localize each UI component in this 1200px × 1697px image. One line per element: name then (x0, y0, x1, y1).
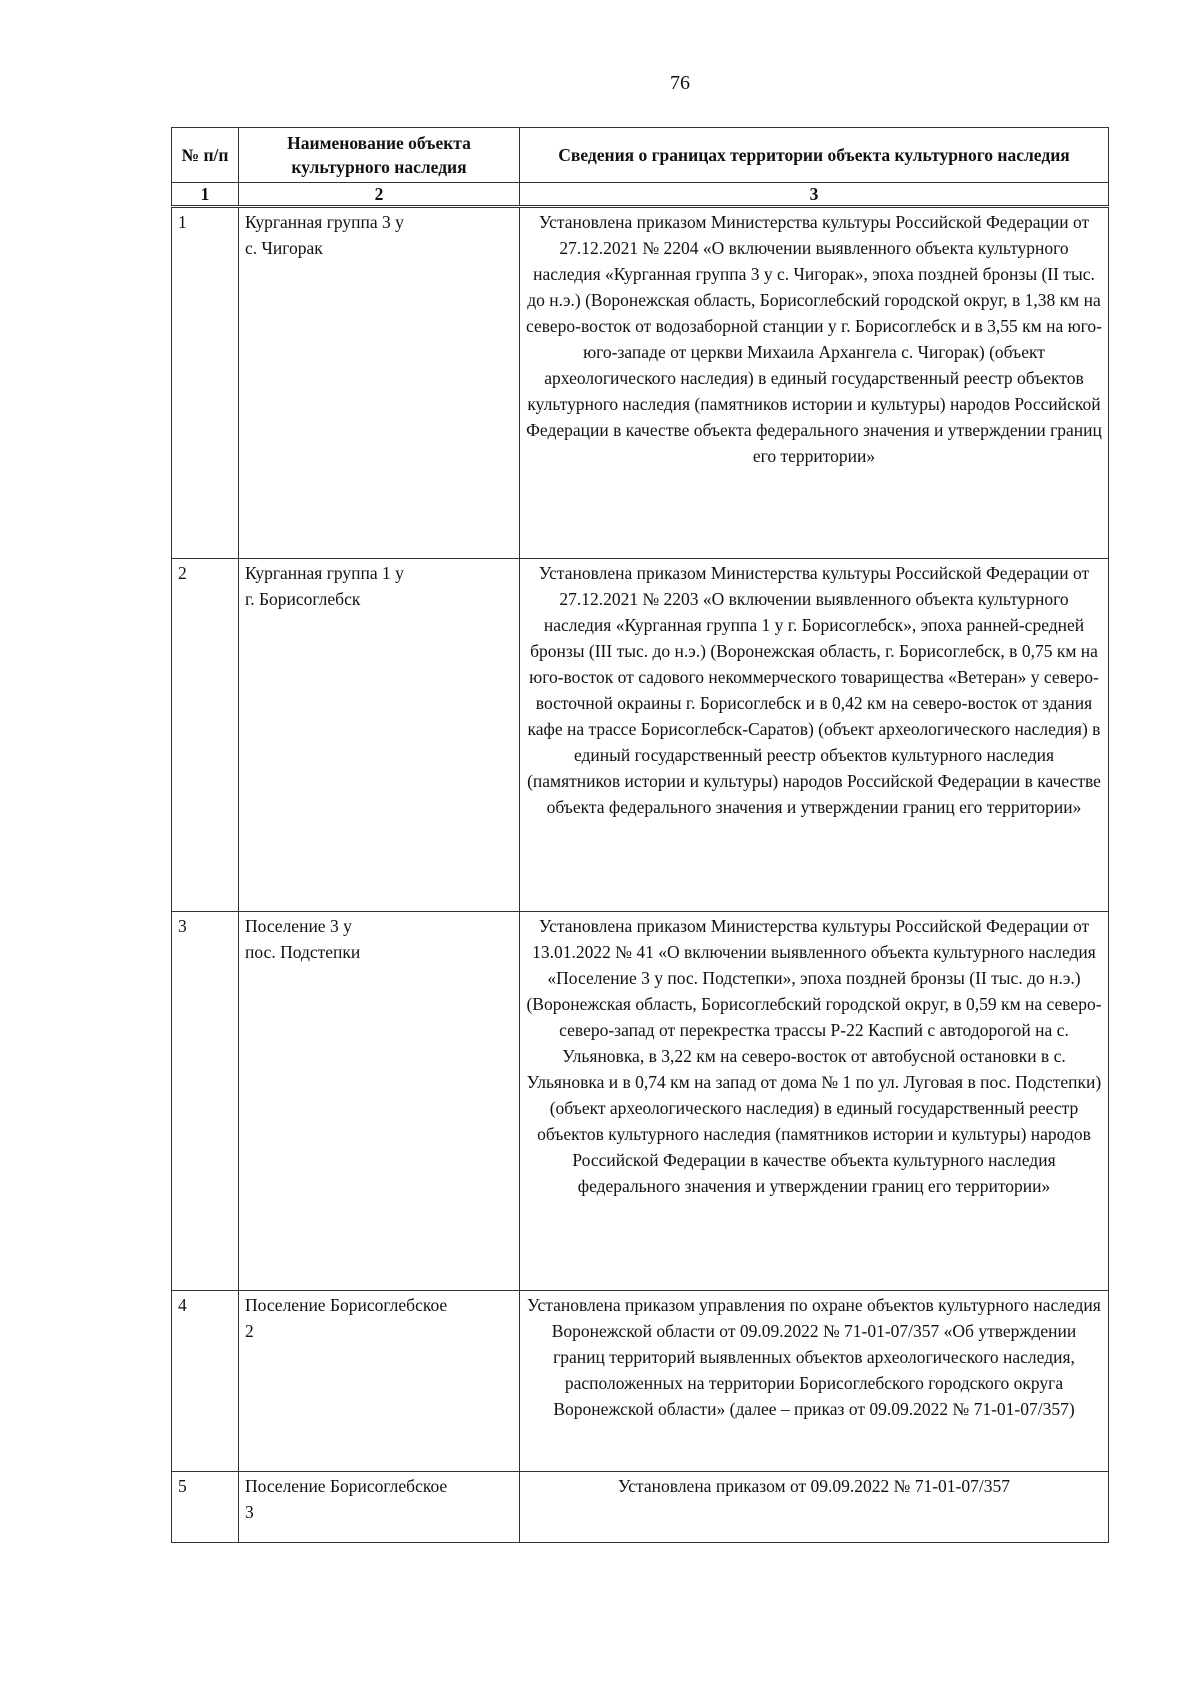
header-name: Наименование объекта культурного наследия (239, 128, 520, 183)
column-numbers-row (172, 183, 1109, 207)
heritage-objects-table (171, 127, 1109, 1543)
object-name-line: 3 (245, 1502, 254, 1522)
row-number: 3 (172, 912, 239, 1291)
row-number: 1 (172, 207, 239, 559)
object-name-line: Курганная группа 1 у (245, 563, 404, 583)
object-name-line: г. Борисоглебск (245, 589, 361, 609)
column-number-2: 2 (239, 183, 520, 207)
boundary-info: Установлена приказом от 09.09.2022 № 71-01-07/357 (520, 1472, 1109, 1543)
boundary-info: Установлена приказом Министерства культуры Российской Федерации от 27.12.2021 № 2204 «О включении выявленного объекта культурного наследия «Курганная группа 3 у с. Чигорак», эпоха поздней бронзы (II тыс. до н.э.) (Воронежская область, Борисоглебский городской округ, в 1,38 км на северо-восток от водозаборной станции у г. Борисоглебск и в 3,55 км на юго-юго-западе от церкви Михаила Архангела с. Чигорак) (объект археологического наследия) в единый государственный реестр объектов культурного наследия (памятников истории и культуры) народов Российской Федерации в качестве объекта федерального значения и утверждении границ его территории» (520, 207, 1109, 559)
table-row (172, 1291, 1109, 1472)
page-number: 76 (670, 72, 690, 94)
object-name-line: Поселение Борисоглебское (245, 1476, 448, 1496)
column-number-3: 3 (520, 183, 1109, 207)
table-row (172, 559, 1109, 912)
table-row (172, 912, 1109, 1291)
table-row (172, 207, 1109, 559)
table-header-row (172, 128, 1109, 183)
header-info: Сведения о границах территории объекта культурного наследия (520, 128, 1109, 183)
column-number-1: 1 (172, 183, 239, 207)
object-name-line: пос. Подстепки (245, 942, 361, 962)
table-row (172, 1472, 1109, 1543)
object-name (239, 912, 520, 1291)
object-name-line: с. Чигорак (245, 238, 323, 258)
row-number: 2 (172, 559, 239, 912)
object-name-line: Курганная группа 3 у (245, 212, 404, 232)
object-name-line: Поселение 3 у (245, 916, 352, 936)
object-name (239, 207, 520, 559)
boundary-info: Установлена приказом Министерства культуры Российской Федерации от 27.12.2021 № 2203 «О включении выявленного объекта культурного наследия «Курганная группа 1 у г. Борисоглебск», эпоха ранней-средней бронзы (III тыс. до н.э.) (Воронежская область, г. Борисоглебск, в 0,75 км на юго-восток от садового некоммерческого товарищества «Ветеран» у северо-восточной окраины г. Борисоглебск и в 0,42 км на северо-восток от здания кафе на трассе Борисоглебск-Саратов) (объект археологического наследия) в единый государственный реестр объектов культурного наследия (памятников истории и культуры) народов Российской Федерации в качестве объекта федерального значения и утверждении границ его территории» (520, 559, 1109, 912)
row-number: 4 (172, 1291, 239, 1472)
header-num: № п/п (172, 128, 239, 183)
boundary-info: Установлена приказом Министерства культуры Российской Федерации от 13.01.2022 № 41 «О включении выявленного объекта культурного наследия «Поселение 3 у пос. Подстепки», эпоха поздней бронзы (II тыс. до н.э.) (Воронежская область, Борисоглебский городской округ, в 0,59 км на северо-северо-запад от перекрестка трассы Р-22 Каспий с автодорогой на с. Ульяновка, в 3,22 км на северо-восток от автобусной остановки в с. Ульяновка и в 0,74 км на запад от дома № 1 по ул. Луговая в пос. Подстепки) (объект археологического наследия) в единый государственный реестр объектов культурного наследия (памятников истории и культуры) народов Российской Федерации в качестве объекта культурного наследия федерального значения и утверждении границ его территории» (520, 912, 1109, 1291)
row-number: 5 (172, 1472, 239, 1543)
object-name-line: Поселение Борисоглебское (245, 1295, 448, 1315)
object-name (239, 559, 520, 912)
boundary-info: Установлена приказом управления по охране объектов культурного наследия Воронежской области от 09.09.2022 № 71-01-07/357 «Об утверждении границ территорий выявленных объектов археологического наследия, расположенных на территории Борисоглебского городского округа Воронежской области» (далее – приказ от 09.09.2022 № 71-01-07/357) (520, 1291, 1109, 1472)
object-name (239, 1291, 520, 1472)
object-name-line: 2 (245, 1321, 254, 1341)
object-name (239, 1472, 520, 1543)
